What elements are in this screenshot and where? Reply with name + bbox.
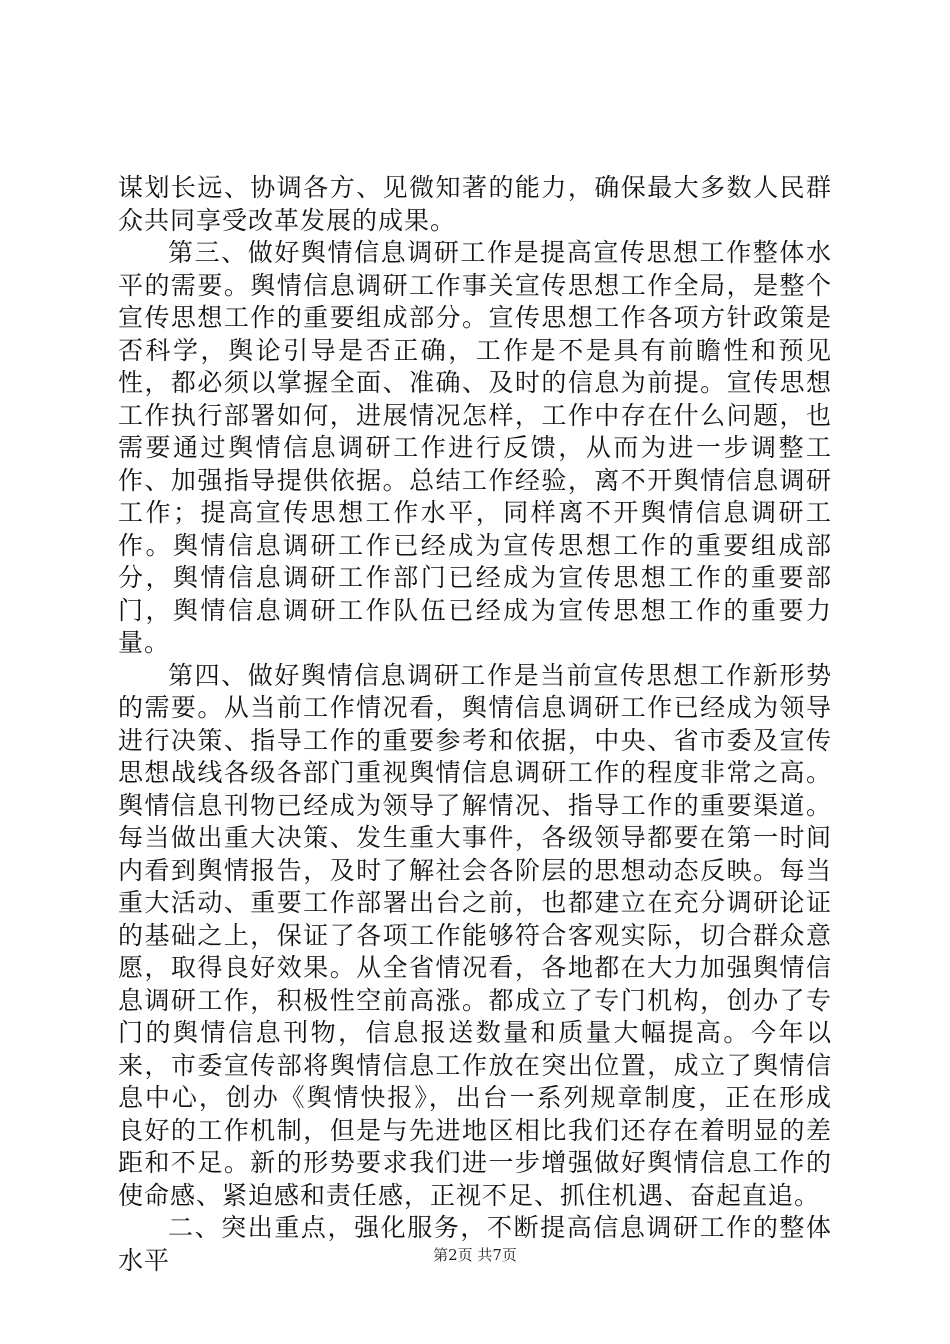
paragraph-fourth-point: 第四、做好舆情信息调研工作是当前宣传思想工作新形势的需要。从当前工作情况看，舆情信息调研工作已经成为领导进行决策、指导工作的重要参考和依据，中央、省市委及宣传思想战线各级各部门重视舆情信息调研工作的程度非常之高。舆情信息刊物已经成为领导了解情况、指导工作的重要渠道。每当做出重大决策、发生重大事件，各级领导都要在第一时间内看到舆情报告，及时了解社会各阶层的思想动态反映。每当重大活动、重要工作部署出台之前，也都建立在充分调研论证的基础之上，保证了各项工作能够符合客观实际，切合群众意愿，取得良好效果。从全省情况看，各地都在大力加强舆情信息调研工作，积极性空前高涨。都成立了专门机构，创办了专门的舆情信息刊物，信息报送数量和质量大幅提高。今年以来，市委宣传部将舆情信息工作放在突出位置，成立了舆情信息中心，创办《舆情快报》，出台一系列规章制度，正在形成良好的工作机制，但是与先进地区相比我们还存在着明显的差距和不足。新的形势要求我们进一步增强做好舆情信息工作的使命感、紧迫感和责任感，正视不足、抓住机遇、奋起直追。 bbox=[118, 660, 832, 1210]
page-number-footer: 第2页 共7页 bbox=[433, 1246, 517, 1264]
paragraph-continuation: 谋划长远、协调各方、见微知著的能力，确保最大多数人民群众共同享受改革发展的成果。 bbox=[118, 173, 832, 235]
paragraph-third-point: 第三、做好舆情信息调研工作是提高宣传思想工作整体水平的需要。舆情信息调研工作事关宣传思想工作全局，是整个宣传思想工作的重要组成部分。宣传思想工作各项方针政策是否科学，舆论引导是否正确，工作是不是具有前瞻性和预见性，都必须以掌握全面、准确、及时的信息为前提。宣传思想工作执行部署如何，进展情况怎样，工作中存在什么问题，也需要通过舆情信息调研工作进行反馈，从而为进一步调整工作、加强指导提供依据。总结工作经验，离不开舆情信息调研工作；提高宣传思想工作水平，同样离不开舆情信息调研工作。舆情信息调研工作已经成为宣传思想工作的重要组成部分，舆情信息调研工作部门已经成为宣传思想工作的重要部门，舆情信息调研工作队伍已经成为宣传思想工作的重要力量。 bbox=[118, 238, 832, 657]
section-heading-two: 二、突出重点，强化服务，不断提高信息调研工作的整体水平 bbox=[118, 1213, 832, 1275]
document-body bbox=[118, 172, 832, 1277]
